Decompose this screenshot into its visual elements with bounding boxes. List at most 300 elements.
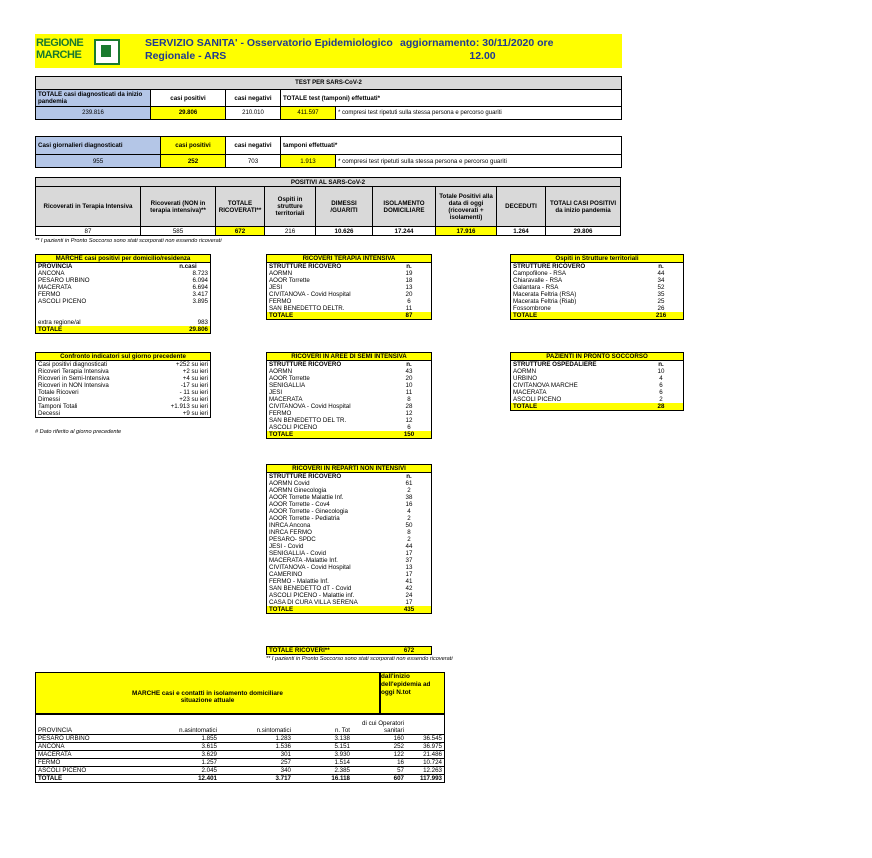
- ti-total-label: TOTALE: [269, 312, 294, 319]
- table-row: [267, 494, 432, 501]
- semi-row-label: FERMO: [269, 410, 292, 417]
- ti-row-value: 13: [405, 284, 413, 291]
- ti-row-value: 11: [405, 305, 413, 312]
- provincia-total-value: 29.806: [189, 326, 208, 333]
- table-row: [511, 396, 684, 403]
- positivi-v-totpos: 17.916: [436, 227, 497, 236]
- ps-head-n: n.: [658, 361, 664, 368]
- table-row: [36, 396, 211, 403]
- confronto-row-label: Decessi: [38, 410, 61, 417]
- positivi-h-isolamento: ISOLAMENTO DOMICILIARE: [373, 187, 436, 227]
- positivi-v-totali: 29.806: [546, 227, 621, 236]
- non_int-row-value: 50: [405, 522, 413, 529]
- table-row: [267, 284, 432, 291]
- ps-row-value: 4: [659, 375, 663, 382]
- non_int-row-value: 17: [405, 571, 413, 578]
- non_int-row-value: 37: [405, 557, 413, 564]
- semi-row-value: 8: [407, 396, 411, 403]
- positivi-note: ** I pazienti in Pronto Soccorso sono stati scorporati non essendo ricoverati: [35, 238, 222, 244]
- table-row: [267, 305, 432, 312]
- non_int-row-value: 16: [405, 501, 413, 508]
- service-title: [145, 37, 393, 63]
- ps-head-name: STRUTTURE OSPEDALIERE: [513, 361, 597, 368]
- confronto-row-value: +1.913 su ieri: [170, 403, 208, 410]
- provincia-head-n: n.casi: [179, 263, 197, 270]
- isolamento-cell: 2.045: [145, 767, 219, 775]
- ospiti-table: [510, 254, 684, 320]
- table-row: [267, 578, 432, 585]
- table-row: [511, 389, 684, 396]
- non_int-row-label: AOOR Torrette - Ginecologia: [269, 508, 348, 515]
- isolamento-cell: 1.257: [145, 759, 219, 767]
- table-row: [267, 557, 432, 564]
- ospiti-total-value: 216: [655, 312, 667, 319]
- isolamento-head-4: di cui Operatori sanitari: [362, 720, 404, 734]
- table-row: [267, 599, 432, 606]
- semi-total-value: 150: [403, 431, 415, 438]
- table-row: [267, 417, 432, 424]
- non_int-row-value: 38: [405, 494, 413, 501]
- non_int-row-label: ASCOLI PICENO - Malattie inf.: [269, 592, 355, 599]
- provincia-row-label: ANCONA: [38, 270, 65, 277]
- confronto-row-value: - 11 su ieri: [179, 389, 208, 396]
- regione-marche-logo: [36, 37, 120, 65]
- pronto-soccorso-table: [510, 352, 684, 411]
- table-row: [267, 543, 432, 550]
- table-row: [267, 396, 432, 403]
- provincia-total-label: TOTALE: [38, 326, 63, 333]
- table-row: [511, 298, 684, 305]
- table-row: [36, 312, 211, 319]
- non_int-total-label: TOTALE: [269, 606, 294, 613]
- semi-intensiva-table: [266, 352, 432, 439]
- ti-head-n: n.: [406, 263, 412, 270]
- test-header-negativi: casi negativi: [226, 90, 281, 107]
- provincia-row-value: 6.094: [192, 277, 208, 284]
- isolamento-total-cell: 117.993: [406, 775, 445, 783]
- non_int-row-label: CASA DI CURA VILLA SERENA: [269, 599, 358, 606]
- isolamento-cell: 5.151: [293, 743, 352, 751]
- ti-total-value: 87: [405, 312, 413, 319]
- isolamento-cell: 1.855: [145, 735, 219, 743]
- non_int-row-value: 61: [405, 480, 413, 487]
- non_int-row-label: CAMERINO: [269, 571, 303, 578]
- positivi-v-ti: 87: [36, 227, 141, 236]
- table-row: [267, 508, 432, 515]
- table-row: [36, 410, 211, 418]
- daily-value-negativi: 703: [226, 155, 281, 168]
- ps-row-label: AORMN: [513, 368, 537, 375]
- isolamento-title-box: [35, 672, 380, 714]
- ospiti-row-value: 34: [657, 277, 665, 284]
- isolamento-cell: 3.615: [145, 743, 219, 751]
- table-row: [511, 382, 684, 389]
- positivi-h-ti: Ricoverati in Terapia Intensiva: [36, 187, 141, 227]
- non_int-row-label: JESI - Covid: [269, 543, 304, 550]
- table-row: [267, 571, 432, 578]
- table-row: [36, 284, 211, 291]
- isolamento-cell: 340: [219, 767, 293, 775]
- test-title: TEST PER SARS-CoV-2: [36, 77, 622, 90]
- table-row: [267, 550, 432, 557]
- table-row: [267, 529, 432, 536]
- table-row: [267, 501, 432, 508]
- non_int-row-label: SENIGALLIA - Covid: [269, 550, 327, 557]
- totale-ricoveri-label: TOTALE RICOVERI**: [269, 647, 330, 654]
- isolamento-cell: 36.975: [406, 743, 445, 751]
- semi-row-label: SAN BENEDETTO DEL TR.: [269, 417, 347, 424]
- ospiti-row-value: 52: [657, 284, 665, 291]
- totale-ricoveri-value: 672: [403, 647, 415, 654]
- non_int-row-value: 2: [407, 536, 411, 543]
- non_int-head-name: STRUTTURE RICOVERO: [269, 473, 342, 480]
- confronto-row-label: Tamponi Totali: [38, 403, 78, 410]
- semi-row-label: CIVITANOVA - Covid Hospital: [269, 403, 351, 410]
- table-row: [36, 291, 211, 298]
- semi-row-value: 12: [405, 417, 413, 424]
- semi-total-label: TOTALE: [269, 431, 294, 438]
- positivi-v-dimessi: 10.626: [316, 227, 373, 236]
- confronto-row-label: Dimessi: [38, 396, 61, 403]
- totale-ricoveri-table: [266, 646, 432, 655]
- non_int-row-label: PESARO- SPDC: [269, 536, 316, 543]
- positivi-h-totpos: Totale Positivi alla data di oggi (ricoverati + isolamenti): [436, 187, 497, 227]
- non_int-row-label: SAN BENEDETTO dT - Covid: [269, 585, 352, 592]
- table-row: [267, 270, 432, 277]
- isolamento-cell: ANCONA: [36, 743, 146, 751]
- semi-row-value: 10: [405, 382, 413, 389]
- test-note: * compresi test ripetuti sulla stessa persona e percorso guariti: [336, 107, 622, 120]
- semi-row-value: 11: [405, 389, 413, 396]
- semi-row-label: JESI: [269, 389, 283, 396]
- test-value-tamponi: 411.597: [281, 107, 336, 120]
- isolamento-total-cell: 16.118: [293, 775, 352, 783]
- ospiti-row-value: 44: [657, 270, 665, 277]
- table-row: [36, 319, 211, 326]
- non_int-row-value: 24: [405, 592, 413, 599]
- positivi-title: POSITIVI AL SARS-CoV-2: [36, 178, 621, 187]
- update-timestamp: [400, 37, 565, 63]
- table-row: [511, 270, 684, 277]
- positivi-v-ospiti: 216: [265, 227, 316, 236]
- ti-row-value: 19: [405, 270, 413, 277]
- daily-table: [35, 136, 622, 168]
- ti-head-name: STRUTTURE RICOVERO: [269, 263, 342, 270]
- non_int-row-value: 41: [405, 578, 413, 585]
- provincia-row-value: 3.417: [192, 291, 208, 298]
- confronto-row-label: Ricoveri in NON Intensiva: [38, 382, 109, 389]
- ospiti-head-n: n.: [658, 263, 664, 270]
- test-value-positivi: 29.806: [151, 107, 226, 120]
- daily-header-casi: Casi giornalieri diagnosticati: [36, 137, 161, 155]
- table-row: [36, 298, 211, 305]
- non_int-row-value: 17: [405, 550, 413, 557]
- isolamento-head-1: n.asintomatici: [179, 727, 217, 734]
- provincia-row-label: extra regione/al: [38, 319, 81, 326]
- daily-header-negativi: casi negativi: [226, 137, 281, 155]
- table-row: [267, 536, 432, 543]
- table-row: [36, 759, 445, 767]
- positivi-h-totali: TOTALI CASI POSITIVI da inizio pandemia: [546, 187, 621, 227]
- non_int-row-value: 2: [407, 487, 411, 494]
- ps-row-value: 2: [659, 396, 663, 403]
- table-row: [36, 743, 445, 751]
- ospiti-row-value: 25: [657, 298, 665, 305]
- provincia-row-value: 6.694: [192, 284, 208, 291]
- non_int-row-label: INRCA Ancona: [269, 522, 311, 529]
- isolamento-head-3: n. Tot: [334, 727, 350, 734]
- non_int-row-label: AOOR Torrette Malattie Inf.: [269, 494, 344, 501]
- daily-header-positivi: casi positivi: [161, 137, 226, 155]
- ospiti-row-value: 35: [657, 291, 665, 298]
- table-row: [36, 735, 445, 743]
- table-row: [511, 368, 684, 375]
- table-row: [267, 389, 432, 396]
- table-row: [36, 305, 211, 312]
- isolamento-total-cell: TOTALE: [36, 775, 146, 783]
- semi-row-label: MACERATA: [269, 396, 303, 403]
- non_int-row-value: 17: [405, 599, 413, 606]
- isolamento-cell: FERMO: [36, 759, 146, 767]
- isolamento-cell: 10.724: [406, 759, 445, 767]
- provincia-row-value: 983: [197, 319, 208, 326]
- non_int-row-value: 13: [405, 564, 413, 571]
- table-row: [36, 361, 211, 369]
- ospiti-row-label: Galantara - RSA: [513, 284, 559, 291]
- test-table: [35, 76, 622, 120]
- non-intensivi-table: [266, 464, 432, 614]
- isolamento-side-title: [380, 672, 445, 714]
- semi-row-label: ASCOLI PICENO: [269, 424, 318, 431]
- table-row: [267, 424, 432, 431]
- ps-row-label: URBINO: [513, 375, 538, 382]
- update-time: 12.00: [469, 50, 496, 62]
- ti-title: RICOVERI TERAPIA INTENSIVA: [267, 255, 432, 263]
- table-row: [267, 592, 432, 599]
- table-row: [36, 277, 211, 284]
- ospiti-row-label: Fossombrone: [513, 305, 551, 312]
- semi-title: RICOVERI IN AREE DI SEMI INTENSIVA: [267, 353, 432, 361]
- test-header-total: TOTALE casi diagnosticati da inizio pandemia: [36, 90, 151, 107]
- update-date: aggiornamento: 30/11/2020 ore: [400, 37, 554, 49]
- ospiti-title: Ospiti in Strutture territoriali: [511, 255, 684, 263]
- ti-row-value: 6: [407, 298, 411, 305]
- provincia-row-label: FERMO: [38, 291, 61, 298]
- provincia-row-value: [166, 305, 211, 312]
- semi-row-label: AOOR Torrette: [269, 375, 310, 382]
- positivi-v-non-ti: 585: [141, 227, 216, 236]
- side-title-1: dall'inizio: [381, 673, 410, 680]
- confronto-title: Confronto indicatori sul giorno precedente: [36, 353, 211, 361]
- terapia-intensiva-table: [266, 254, 432, 320]
- table-row: [267, 298, 432, 305]
- provincia-row-value: 3.895: [192, 298, 208, 305]
- semi-row-value: 20: [405, 375, 413, 382]
- non_int-row-label: AOOR Torrette - Pediatria: [269, 515, 340, 522]
- isolamento-cell: 3.629: [145, 751, 219, 759]
- non_int-row-label: AORMN Covid: [269, 480, 310, 487]
- table-row: [267, 564, 432, 571]
- positivi-v-deceduti: 1.264: [497, 227, 546, 236]
- isolamento-cell: 301: [219, 751, 293, 759]
- logo-text-line-1: REGIONE: [36, 37, 84, 49]
- service-title-line-2: Regionale - ARS: [145, 50, 227, 62]
- non_int-row-value: 8: [407, 529, 411, 536]
- isolamento-cell: 1.283: [219, 735, 293, 743]
- ospiti-total-label: TOTALE: [513, 312, 538, 319]
- ps-row-label: MACERATA: [513, 389, 547, 396]
- isolamento-cell: PESARO URBINO: [36, 735, 146, 743]
- table-row: [511, 375, 684, 382]
- confronto-row-value: +4 su ieri: [182, 375, 208, 382]
- non_int-row-value: 4: [407, 508, 411, 515]
- isolamento-cell: 122: [352, 751, 406, 759]
- isolamento-cell: 252: [352, 743, 406, 751]
- isolamento-head-0: PROVINCIA: [38, 727, 73, 734]
- isolamento-total-cell: 607: [352, 775, 406, 783]
- table-row: [36, 368, 211, 375]
- confronto-row-label: Totale Ricoveri: [38, 389, 79, 396]
- test-value-negativi: 210.010: [226, 107, 281, 120]
- table-row: [267, 375, 432, 382]
- ti-row-label: AOOR Torrette: [269, 277, 310, 284]
- table-row: [36, 403, 211, 410]
- non_int-row-value: 2: [407, 515, 411, 522]
- daily-note: * compresi test ripetuti sulla stessa persona e percorso guariti: [336, 155, 622, 168]
- ps-row-label: ASCOLI PICENO: [513, 396, 562, 403]
- confronto-row-value: -17 su ieri: [180, 382, 208, 389]
- test-header-tamponi: TOTALE test (tamponi) effettuati*: [281, 90, 622, 107]
- non_int-title: RICOVERI IN REPARTI NON INTENSIVI: [267, 465, 432, 473]
- table-row: [267, 368, 432, 375]
- table-row: [511, 291, 684, 298]
- ti-row-value: 20: [405, 291, 413, 298]
- provincia-row-label: ASCOLI PICENO: [38, 298, 87, 305]
- isolamento-cell: 57: [352, 767, 406, 775]
- test-value-total: 239.816: [36, 107, 151, 120]
- non_int-row-label: CIVITANOVA - Covid Hospital: [269, 564, 351, 571]
- table-row: [267, 403, 432, 410]
- positivi-h-non-ti: Ricoverati (NON in terapia intensiva)**: [141, 187, 216, 227]
- totale-ricoveri-note: ** I pazienti in Pronto Soccorso sono stati scorporati non essendo ricoverati: [266, 656, 453, 662]
- semi-head-name: STRUTTURE RICOVERO: [269, 361, 342, 368]
- ps-row-value: 10: [657, 368, 665, 375]
- confronto-table: [35, 352, 211, 418]
- ti-row-label: CIVITANOVA - Covid Hospital: [269, 291, 351, 298]
- daily-value-tamponi: 1.913: [281, 155, 336, 168]
- side-title-2: dell'epidemia ad: [381, 681, 431, 688]
- semi-row-value: 43: [405, 368, 413, 375]
- table-row: [267, 480, 432, 487]
- non_int-total-value: 435: [403, 606, 415, 613]
- ps-row-value: 6: [659, 382, 663, 389]
- isolamento-total-cell: 12.401: [145, 775, 219, 783]
- ospiti-row-label: Macerata Feltria (Riab): [513, 298, 577, 305]
- semi-row-label: AORMN: [269, 368, 293, 375]
- isolamento-table: [35, 714, 445, 783]
- daily-value-positivi: 252: [161, 155, 226, 168]
- isolamento-cell: 3.138: [293, 735, 352, 743]
- confronto-row-value: +9 su ieri: [182, 410, 208, 417]
- provincia-head-name: PROVINCIA: [38, 263, 73, 270]
- table-row: [267, 515, 432, 522]
- table-row: [511, 284, 684, 291]
- logo-text-line-2: MARCHE: [36, 49, 82, 61]
- non_int-row-label: MACERATA -Malattie Inf.: [269, 557, 338, 564]
- non_int-row-value: 42: [405, 585, 413, 592]
- side-title-3: oggi N.tot: [381, 689, 411, 696]
- semi-head-n: n.: [406, 361, 412, 368]
- confronto-row-label: Casi positivi diagnosticati: [38, 361, 108, 368]
- table-row: [267, 410, 432, 417]
- non_int-head-n: n.: [406, 473, 412, 480]
- provincia-row-label: [36, 312, 167, 319]
- ospiti-head-name: STRUTTURE RICOVERO: [513, 263, 586, 270]
- non_int-row-label: INRCA FERMO: [269, 529, 312, 536]
- table-row: [36, 389, 211, 396]
- provincia-row-label: MACERATA: [38, 284, 72, 291]
- positivi-h-tot-ric: TOTALE RICOVERATI**: [216, 187, 265, 227]
- positivi-h-ospiti: Ospiti in strutture territoriali: [265, 187, 316, 227]
- ospiti-row-label: Campofilone - RSA: [513, 270, 566, 277]
- service-title-line-1: SERVIZIO SANITA' - Osservatorio Epidemiologico: [145, 37, 393, 49]
- non_int-row-label: AORMN Ginecologia: [269, 487, 327, 494]
- table-row: [36, 270, 211, 277]
- isolamento-cell: 1.514: [293, 759, 352, 767]
- positivi-v-tot-ric: 672: [216, 227, 265, 236]
- confronto-note: # Dato riferito al giorno precedente: [35, 429, 122, 435]
- confronto-row-value: +23 su ieri: [179, 396, 208, 403]
- table-row: [267, 277, 432, 284]
- ps-row-value: 6: [659, 389, 663, 396]
- table-row: [267, 522, 432, 529]
- ti-row-label: FERMO: [269, 298, 292, 305]
- positivi-table: [35, 177, 621, 236]
- positivi-v-isolamento: 17.244: [373, 227, 436, 236]
- ps-total-value: 28: [657, 403, 665, 410]
- confronto-row-label: Ricoveri Terapia Intensiva: [38, 368, 109, 375]
- table-row: [267, 382, 432, 389]
- table-row: [511, 277, 684, 284]
- ti-row-label: AORMN: [269, 270, 293, 277]
- isolamento-cell: 12.263: [406, 767, 445, 775]
- isolamento-cell: 160: [352, 735, 406, 743]
- isolamento-cell: ASCOLI PICENO: [36, 767, 146, 775]
- non_int-row-value: 44: [405, 543, 413, 550]
- confronto-row-value: +2 su ieri: [182, 368, 208, 375]
- provincia-row-value: [166, 312, 211, 319]
- provincia-row-label: PESARO URBINO: [38, 277, 90, 284]
- table-row: [267, 585, 432, 592]
- semi-row-value: 12: [405, 410, 413, 417]
- test-header-positivi: casi positivi: [151, 90, 226, 107]
- daily-value-casi: 955: [36, 155, 161, 168]
- ps-row-label: CIVITANOVA MARCHE: [513, 382, 578, 389]
- provincia-title: MARCHE casi positivi per domicilio/residenza: [36, 255, 211, 263]
- isolamento-cell: 16: [352, 759, 406, 767]
- table-row: [267, 291, 432, 298]
- table-row: [511, 305, 684, 312]
- positivi-h-dimessi: DIMESSI /GUARITI: [316, 187, 373, 227]
- isolamento-total-cell: 3.717: [219, 775, 293, 783]
- isolamento-cell: 3.930: [293, 751, 352, 759]
- isolamento-cell: 1.536: [219, 743, 293, 751]
- isolamento-cell: 21.486: [406, 751, 445, 759]
- confronto-row-value: +252 su ieri: [175, 361, 208, 368]
- provincia-row-label: [36, 305, 167, 312]
- provincia-row-value: 8.723: [192, 270, 208, 277]
- semi-row-value: 6: [407, 424, 411, 431]
